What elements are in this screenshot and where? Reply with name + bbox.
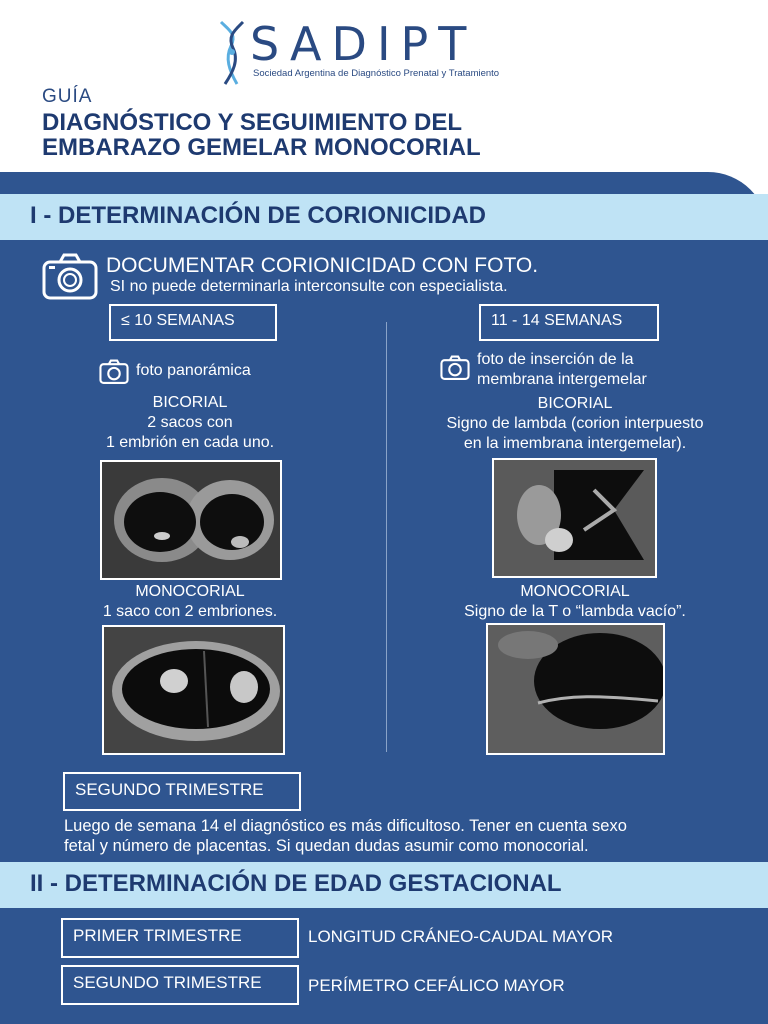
second-trimester-line-1: Luego de semana 14 el diagnóstico es más dificultoso. Tener en cuenta sexo [64,817,627,835]
section-2-bar [0,862,768,908]
second-trimester-value: PERÍMETRO CEFÁLICO MAYOR [308,976,565,995]
header [0,0,768,190]
guide-label: GUÍA [42,86,93,107]
left-bicorial-title: BICORIAL [152,394,228,411]
second-trimester-box: SEGUNDO TRIMESTRE [63,772,301,811]
document-title: DOCUMENTAR CORIONICIDAD CON FOTO. [106,254,539,277]
right-monocorial-title: MONOCORIAL [520,583,630,600]
right-monocorial-block [400,582,750,622]
first-trimester-value: LONGITUD CRÁNEO-CAUDAL MAYOR [308,927,614,946]
logo-figure-icon [215,20,249,86]
ultrasound-monocorial-early [102,625,285,755]
sadipt-logo [215,18,555,88]
section-1-bar [0,194,768,240]
left-bicorial-line-2: 1 embrión en cada uno. [105,434,275,451]
first-trimester-box: PRIMER TRIMESTRE [61,918,299,958]
ultrasound-lambda-sign [492,458,657,578]
second-trimester-text [64,816,627,856]
ultrasound-bicorial-early [100,460,282,580]
left-weeks-box: ≤ 10 SEMANAS [109,304,277,341]
right-bicorial-block [400,394,750,454]
left-bicorial-line-1: 2 sacos con [147,414,233,431]
camera-icon [99,359,129,384]
left-monocorial-title: MONOCORIAL [135,583,245,600]
second-trimester-line-2: fetal y número de placentas. Si quedan dudas asumir como monocorial. [64,837,589,855]
right-bicorial-line-1: Signo de lambda (corion interpuesto [446,415,704,432]
left-bicorial-block [40,393,340,453]
left-monocorial-line-1: 1 saco con 2 embriones. [102,603,278,620]
right-bicorial-title: BICORIAL [537,395,613,412]
right-bicorial-line-2: en la imembrana intergemelar). [463,435,687,452]
camera-icon [440,355,470,380]
ultrasound-t-sign [486,623,665,755]
column-divider [386,322,387,752]
title-line-2: EMBARAZO GEMELAR MONOCORIAL [42,134,481,161]
section-1-heading: I - DETERMINACIÓN DE CORIONICIDAD [30,202,486,229]
right-photo-label-1: foto de inserción de la [477,351,634,368]
page-title [42,110,481,160]
right-weeks-box: 11 - 14 SEMANAS [479,304,659,341]
section-2-heading: II - DETERMINACIÓN DE EDAD GESTACIONAL [30,870,562,897]
right-monocorial-line-1: Signo de la T o “lambda vacío”. [464,603,686,620]
title-line-1: DIAGNÓSTICO Y SEGUIMIENTO DEL [42,109,463,136]
logo-wordmark: SADIPT [250,17,477,71]
left-monocorial-block [40,582,340,622]
document-subtitle: SI no puede determinarla interconsulte con especialista. [110,278,508,295]
left-photo-label: foto panorámica [136,362,251,379]
second-trimester-row-box: SEGUNDO TRIMESTRE [61,965,299,1005]
camera-icon [42,252,98,300]
right-photo-label-2: membrana intergemelar [477,371,647,388]
right-photo-label [477,350,647,390]
logo-subtitle: Sociedad Argentina de Diagnóstico Prenatal y Tratamiento [253,68,500,79]
